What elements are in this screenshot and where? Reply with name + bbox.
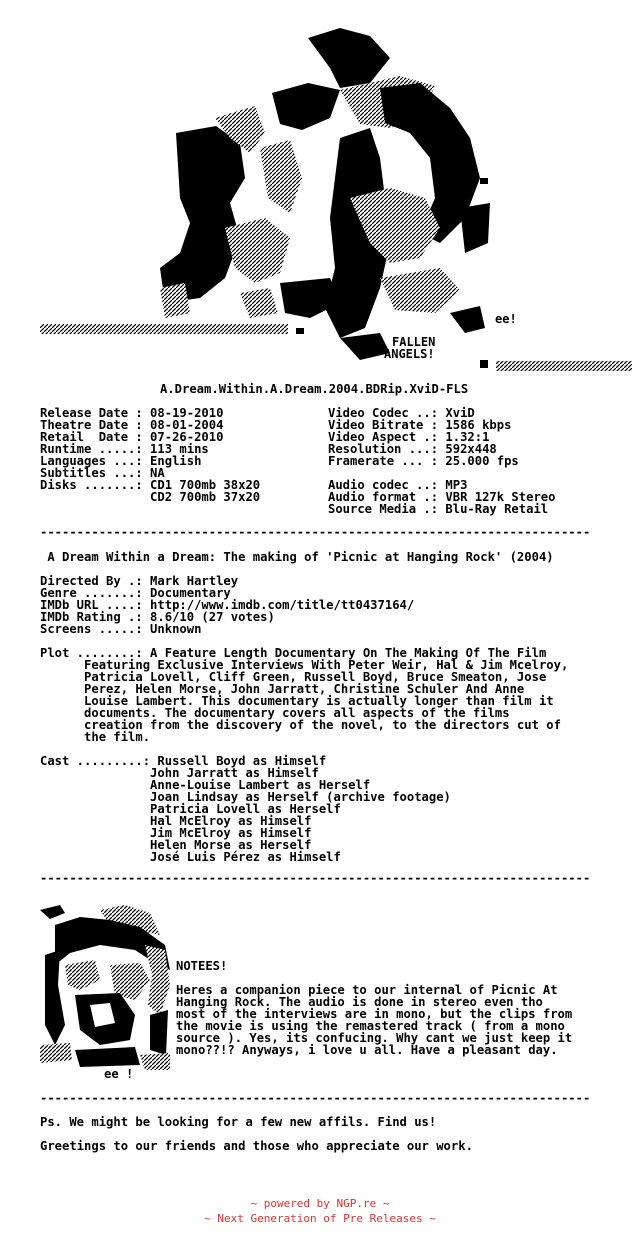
notes-line: Hanging Rock. The audio is done in stereo even tho (176, 995, 543, 1009)
art-text-angels: ANGELS! (384, 347, 435, 361)
detail-line: Directed By .: Mark Hartley (40, 574, 239, 588)
info-right-line: Framerate ... : 25.000 fps (328, 454, 519, 468)
notes-line: mono??!? Anyways, i love u all. Have a pleasant day. (176, 1043, 558, 1057)
plot-line: Louise Lambert. This documentary is actually longer than film it (40, 694, 554, 708)
notes-line: most of the interviews are in mono, but the clips from (176, 1007, 573, 1021)
plot-line: Perez, Helen Morse, John Jarratt, Christine Schuler And Anne (40, 682, 525, 696)
art-bar-right (496, 361, 632, 371)
info-right-line: Audio format .: VBR 127k Stereo (328, 490, 556, 504)
art-text-ee: ee! (495, 312, 517, 326)
art-figure (160, 28, 490, 368)
notes-block (176, 984, 572, 1056)
divider-1: --------------------------------------------------------------------------- (40, 525, 591, 539)
plot-line: documents. The documentary covers all aspects of the films (40, 706, 510, 720)
plot-line: Plot ........: A Feature Length Documentary On The Making Of The Film (40, 646, 547, 660)
cast-line: José Luis Pérez as Himself (40, 850, 341, 864)
footer-powered-by: ~ powered by NGP.re ~ (250, 1197, 390, 1210)
divider-3: --------------------------------------------------------------------------- (40, 1091, 591, 1105)
info-left-line: Disks .......: CD1 700mb 38x20 (40, 478, 261, 492)
plot-line: the film. (40, 730, 151, 744)
info-right-line: Audio codec ..: MP3 (328, 478, 468, 492)
ps-line: Ps. We might be looking for a few new affils. Find us! (40, 1115, 437, 1129)
info-left-block (40, 407, 260, 503)
cast-block (40, 755, 451, 863)
cast-line: Hal McElroy as Himself (40, 814, 312, 828)
info-left-line: Runtime .....: 113 mins (40, 442, 209, 456)
art-text-fallen: FALLEN (392, 335, 436, 349)
cast-line: Patricia Lovell as Herself (40, 802, 341, 816)
detail-line: IMDb Rating .: 8.6/10 (27 votes) (40, 610, 275, 624)
notes-line: source ). Yes, its confucing. Why cant we just keep it (176, 1031, 573, 1045)
notes-sign: ee ! (104, 1067, 134, 1081)
cast-line: Helen Morse as Herself (40, 838, 312, 852)
detail-line: IMDb URL ....: http://www.imdb.com/title/tt0437164/ (40, 598, 415, 612)
notes-line: Heres a companion piece to our internal of Picnic At (176, 983, 558, 997)
info-left-line: CD2 700mb 37x20 (40, 490, 261, 504)
ascii-art-portrait (40, 905, 172, 1080)
footer-tagline: ~ Next Generation of Pre Releases ~ (204, 1212, 436, 1225)
cast-line: Cast .........: Russell Boyd as Himself (40, 754, 327, 768)
info-left-line: Retail Date : 07-26-2010 (40, 430, 224, 444)
info-left-line: Languages ...: English (40, 454, 202, 468)
info-left-line: Theatre Date : 08-01-2004 (40, 418, 224, 432)
detail-line: Screens .....: Unknown (40, 622, 202, 636)
info-right-line: Video Bitrate : 1586 kbps (328, 418, 512, 432)
release-name: A.Dream.Within.A.Dream.2004.BDRip.XviD-FLS (160, 382, 469, 396)
cast-line: John Jarratt as Himself (40, 766, 319, 780)
plot-line: creation from the discovery of the novel, to the directors cut of (40, 718, 561, 732)
info-right-block (328, 407, 555, 515)
notes-line: the movie is using the remastered track ( from a mono (176, 1019, 565, 1033)
info-right-line: Resolution ...: 592x448 (328, 442, 497, 456)
detail-line: Genre .......: Documentary (40, 586, 231, 600)
movie-title: A Dream Within a Dream: The making of 'Picnic at Hanging Rock' (2004) (40, 550, 554, 564)
cast-line: Joan Lindsay as Herself (archive footage) (40, 790, 451, 804)
info-right-line: Video Aspect .: 1.32:1 (328, 430, 490, 444)
info-right-line: Video Codec ..: XviD (328, 406, 475, 420)
ascii-art-banner (40, 28, 632, 373)
info-right-line: Source Media .: Blu-Ray Retail (328, 502, 549, 516)
notes-title: NOTEES! (176, 959, 228, 973)
plot-line: Featuring Exclusive Interviews With Peter Weir, Hal & Jim Mcelroy, (40, 658, 569, 672)
divider-2: --------------------------------------------------------------------------- (40, 871, 591, 885)
cast-line: Jim McElroy as Himself (40, 826, 312, 840)
greetings-line: Greetings to our friends and those who appreciate our work. (40, 1139, 473, 1153)
plot-line: Patricia Lovell, Cliff Green, Russell Boyd, Bruce Smeaton, Jose (40, 670, 547, 684)
plot-block (40, 647, 568, 743)
cast-line: Anne-Louise Lambert as Herself (40, 778, 371, 792)
details-block (40, 575, 414, 635)
art-bar-left (40, 324, 288, 334)
info-left-line: Release Date : 08-19-2010 (40, 406, 224, 420)
info-left-line: Subtitles ...: NA (40, 466, 165, 480)
